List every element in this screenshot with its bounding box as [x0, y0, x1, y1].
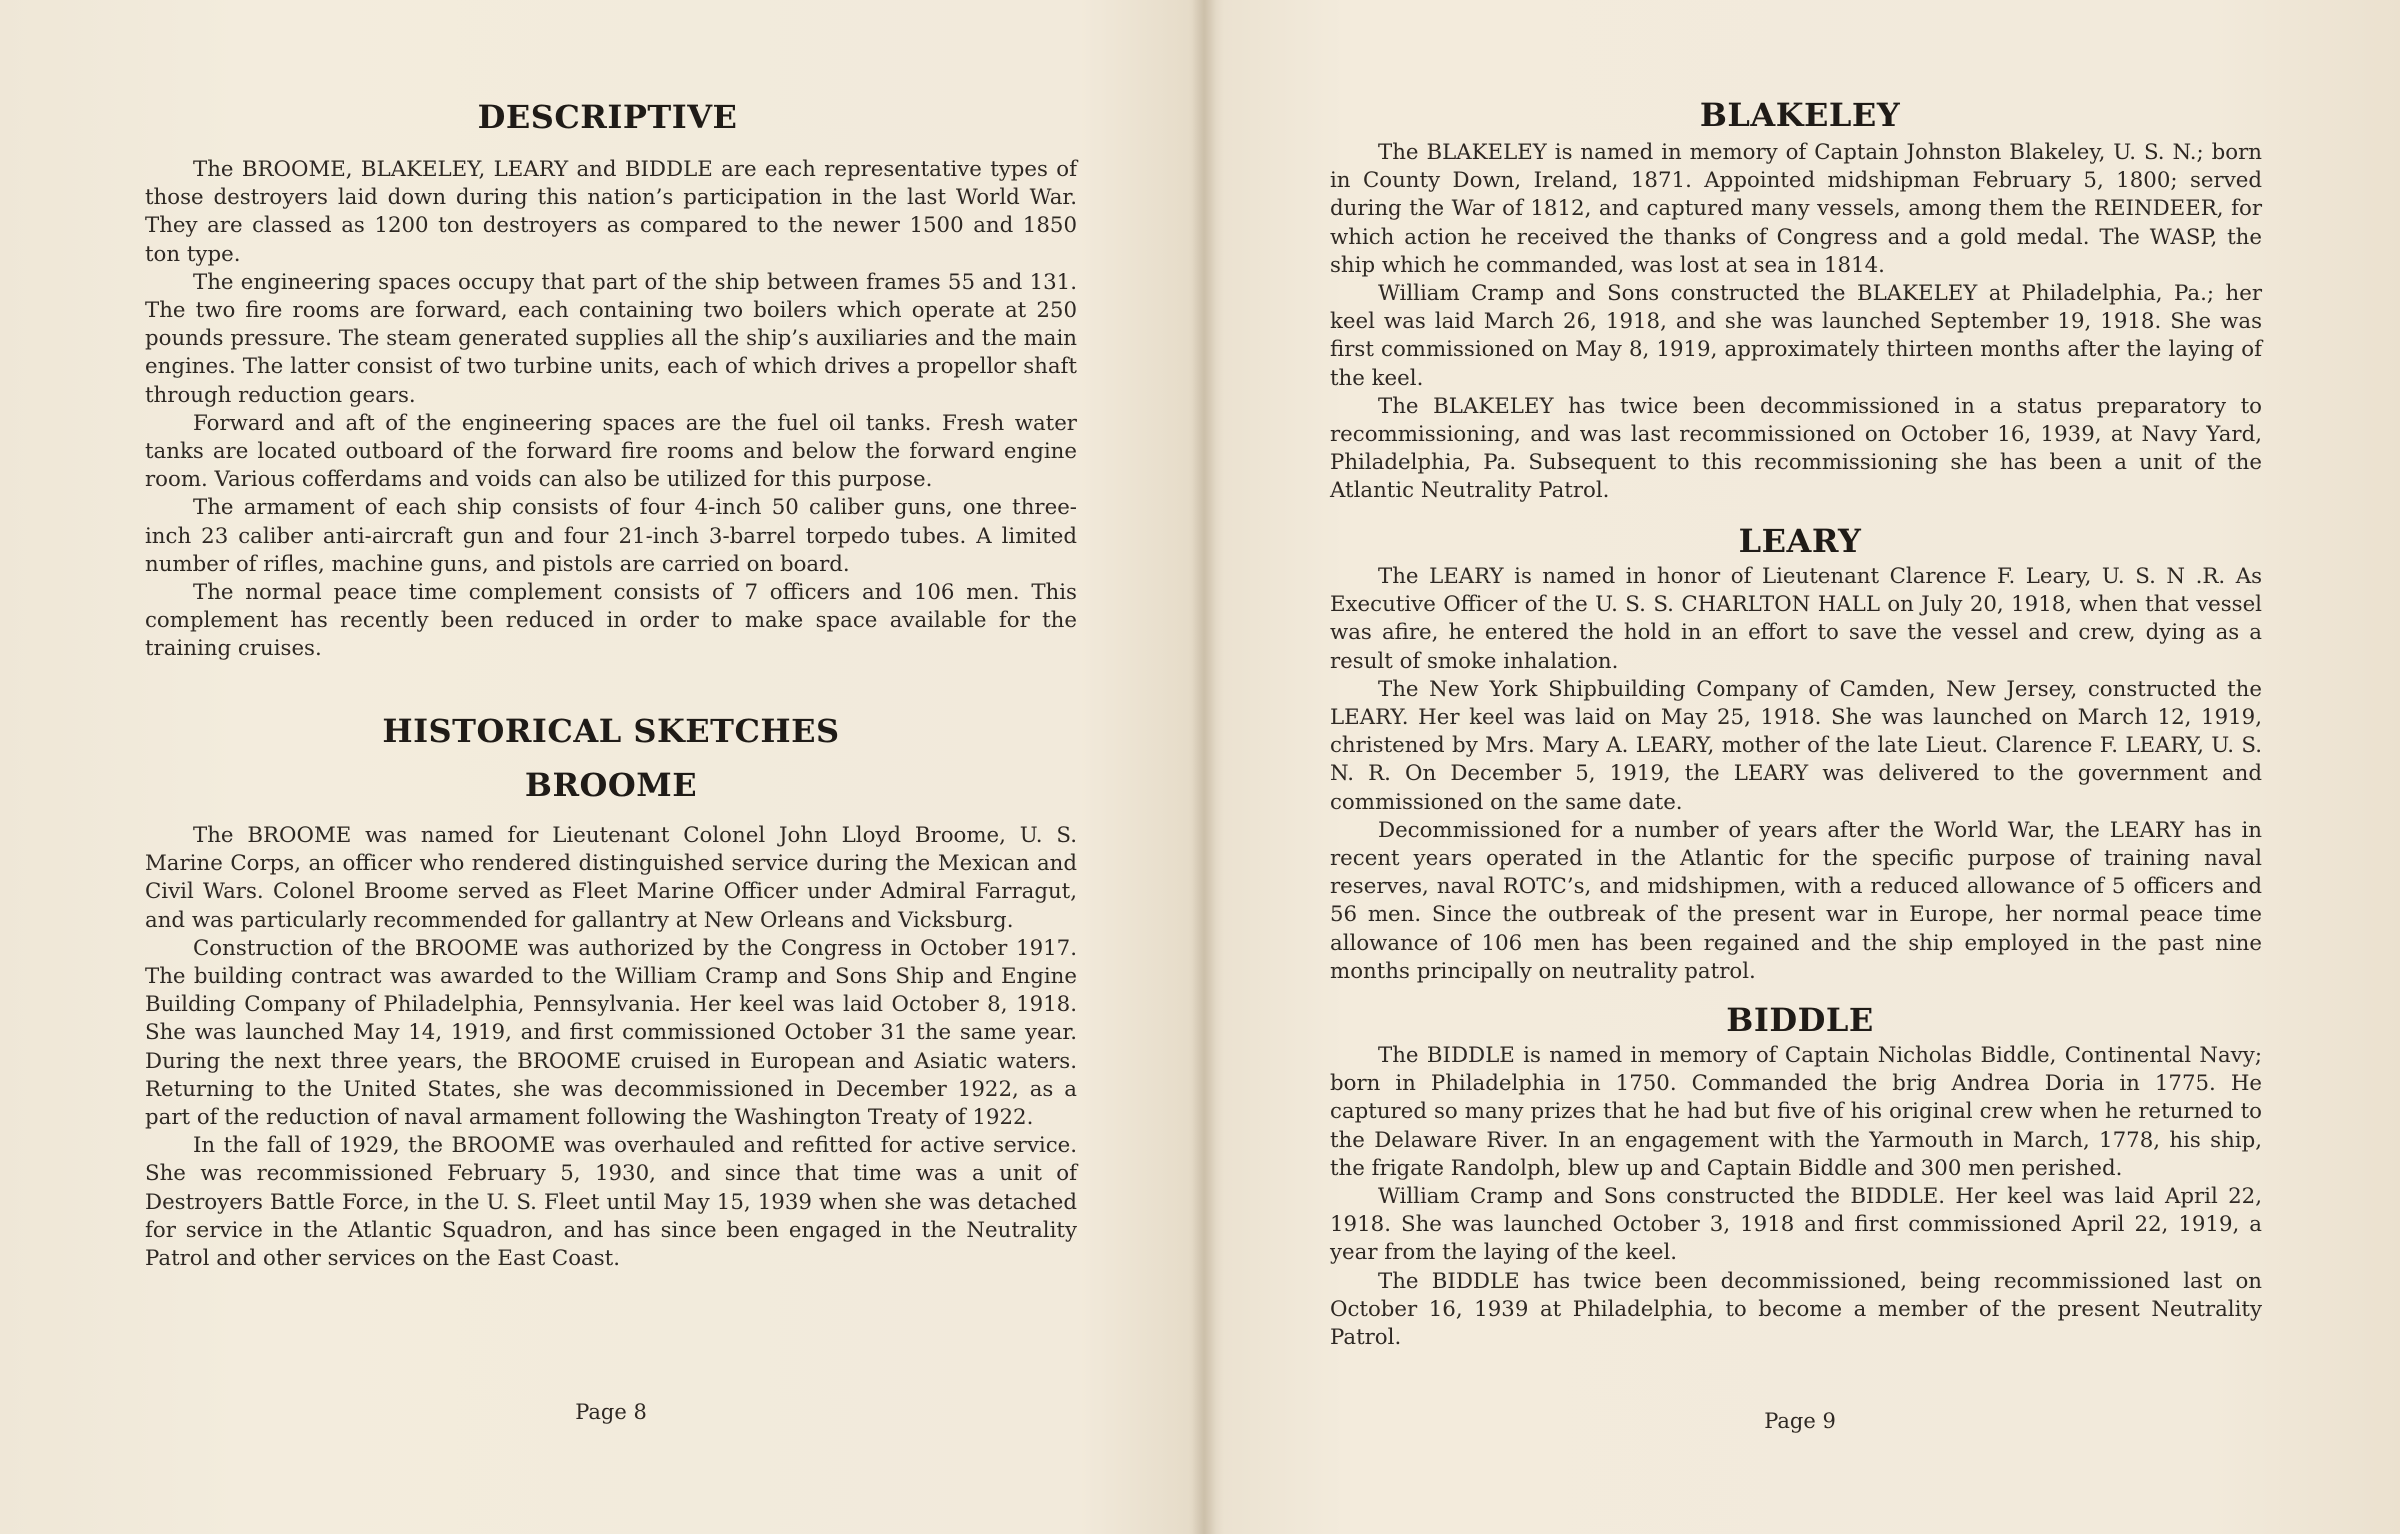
page-number-9: Page 9 — [1764, 1409, 1836, 1433]
biddle-paragraph-1: The BIDDLE is named in memory of Captain Nicholas Biddle, Continental Navy; born in Philadelphia in 1750. Commanded the brig Andrea Doria in 1775. He captured so many prizes that he had but five of his original crew when he returned to the Delaware River. In an engagement with the Yarmouth in March, 1778, his ship, the frigate Randolph, blew up and Captain Biddle and 300 men perished. — [1330, 1043, 2262, 1181]
descriptive-text — [145, 156, 1077, 664]
descriptive-paragraph-5: The normal peace time complement consists of 7 officers and 106 men. This complement has recently been reduced in order to make space available for the training cruises. — [145, 580, 1077, 662]
descriptive-paragraph-3: Forward and aft of the engineering spaces are the fuel oil tanks. Fresh water tanks are located outboard of the forward fire rooms and below the forward engine room. Various cofferdams and voids can also be utilized for this purpose. — [145, 410, 1077, 493]
leary-paragraph-3: Decommissioned for a number of years after the World War, the LEARY has in recent years operated in the Atlantic for the specific purpose of training naval reserves, naval ROTC’s, and midshipmen, with a reduced allowance of 5 officers and 56 men. Since the outbreak of the present war in Europe, her normal peace time allowance of 106 men has been regained and the ship employed in the past nine months principally on neutrality patrol. — [1330, 817, 2262, 984]
blakeley-text — [1330, 139, 2262, 506]
broome-paragraph-1: The BROOME was named for Lieutenant Colonel John Lloyd Broome, U. S. Marine Corps, an officer who rendered distinguished service during the Mexican and Civil Wars. Colonel Broome served as Fleet Marine Officer under Admiral Farragut, and was particularly recommended for gallantry at New Orleans and Vicksburg. — [145, 823, 1077, 933]
broome-paragraph-2: Construction of the BROOME was authorized by the Congress in October 1917. The building contract was awarded to the William Cramp and Sons Ship and Engine Building Company of Philadelphia, Pennsylvania. Her keel was laid October 8, 1918. She was launched May 14, 1919, and first commissioned October 31 the same year. During the next three years, the BROOME cruised in European and Asiatic waters. Returning to the United States, she was decommissioned in December 1922, as a part of the reduction of naval armament following the Washington Treaty of 1922. — [145, 935, 1077, 1131]
right-page — [1205, 0, 2400, 1534]
leary-paragraph-1: The LEARY is named in honor of Lieutenant Clarence F. Leary, U. S. N .R. As Executive Officer of the U. S. S. CHARLTON HALL on July 20, 1918, when that vessel was afire, he entered the hold in an effort to save the vessel and crew, dying as a result of smoke inhalation. — [1330, 564, 2262, 674]
historical-sketches-heading: HISTORICAL SKETCHES — [382, 712, 840, 750]
left-page — [0, 0, 1195, 1534]
broome-text — [145, 822, 1077, 1273]
leary-text — [1330, 563, 2262, 986]
broome-paragraph-3: In the fall of 1929, the BROOME was overhauled and refitted for active service. She was recommissioned February 5, 1930, and since that time was a unit of Destroyers Battle Force, in the U. S. Fleet until May 15, 1939 when she was detached for service in the Atlantic Squadron, and has since been engaged in the Neutrality Patrol and other services on the East Coast. — [145, 1133, 1077, 1272]
blakeley-paragraph-2: William Cramp and Sons constructed the BLAKELEY at Philadelphia, Pa.; her keel was laid March 26, 1918, and she was launched September 19, 1918. She was first commissioned on May 8, 1919, approximately thirteen months after the laying of the keel. — [1330, 281, 2262, 391]
leary-paragraph-2: The New York Shipbuilding Company of Camden, New Jersey, constructed the LEARY. Her keel was laid on May 25, 1918. She was launched on March 12, 1919, christened by Mrs. Mary A. LEARY, mother of the late Lieut. Clarence F. LEARY, U. S. N. R. On December 5, 1919, the LEARY was delivered to the government and commissioned on the same date. — [1330, 676, 2262, 815]
descriptive-paragraph-2: The engineering spaces occupy that part of the ship between frames 55 and 131. The two fire rooms are forward, each containing two boilers which operate at 250 pounds pressure. The steam generated supplies all the ship’s auxiliaries and the main engines. The latter consist of two turbine units, each of which drives a propellor shaft through reduction gears. — [145, 269, 1077, 408]
descriptive-paragraph-1: The BROOME, BLAKELEY, LEARY and BIDDLE are each representative types of those destroyers laid down during this nation’s participation in the last World War. They are classed as 1200 ton destroyers as compared to the newer 1500 and 1850 ton type. — [145, 157, 1077, 267]
descriptive-heading: DESCRIPTIVE — [477, 98, 738, 136]
biddle-heading: BIDDLE — [1726, 1001, 1874, 1039]
biddle-paragraph-3: The BIDDLE has twice been decommissioned, being recommissioned last on October 16, 1939 at Philadelphia, to become a member of the present Neutrality Patrol. — [1330, 1268, 2262, 1351]
blakeley-heading: BLAKELEY — [1699, 96, 1901, 134]
biddle-text — [1330, 1042, 2262, 1352]
blakeley-paragraph-1: The BLAKELEY is named in memory of Captain Johnston Blakeley, U. S. N.; born in County Down, Ireland, 1871. Appointed midshipman February 5, 1800; served during the War of 1812, and captured many vessels, among them the REINDEER, for which action he received the thanks of Congress and a gold medal. The WASP, the ship which he commanded, was lost at sea in 1814. — [1330, 140, 2262, 278]
biddle-paragraph-2: William Cramp and Sons constructed the BIDDLE. Her keel was laid April 22, 1918. She was launched October 3, 1918 and first commissioned April 22, 1919, a year from the laying of the keel. — [1330, 1184, 2262, 1266]
blakeley-paragraph-3: The BLAKELEY has twice been decommissioned in a status preparatory to recommissioning, and was last recommissioned on October 16, 1939, at Navy Yard, Philadelphia, Pa. Subsequent to this recommissioning she has been a unit of the Atlantic Neutrality Patrol. — [1330, 393, 2262, 504]
page-number-8: Page 8 — [575, 1400, 647, 1424]
leary-heading: LEARY — [1738, 522, 1862, 560]
broome-heading: BROOME — [524, 766, 698, 804]
descriptive-paragraph-4: The armament of each ship consists of four 4-inch 50 caliber guns, one three-inch 23 caliber anti-aircraft gun and four 21-inch 3-barrel torpedo tubes. A limited number of rifles, machine guns, and pistols are carried on board. — [145, 495, 1077, 577]
